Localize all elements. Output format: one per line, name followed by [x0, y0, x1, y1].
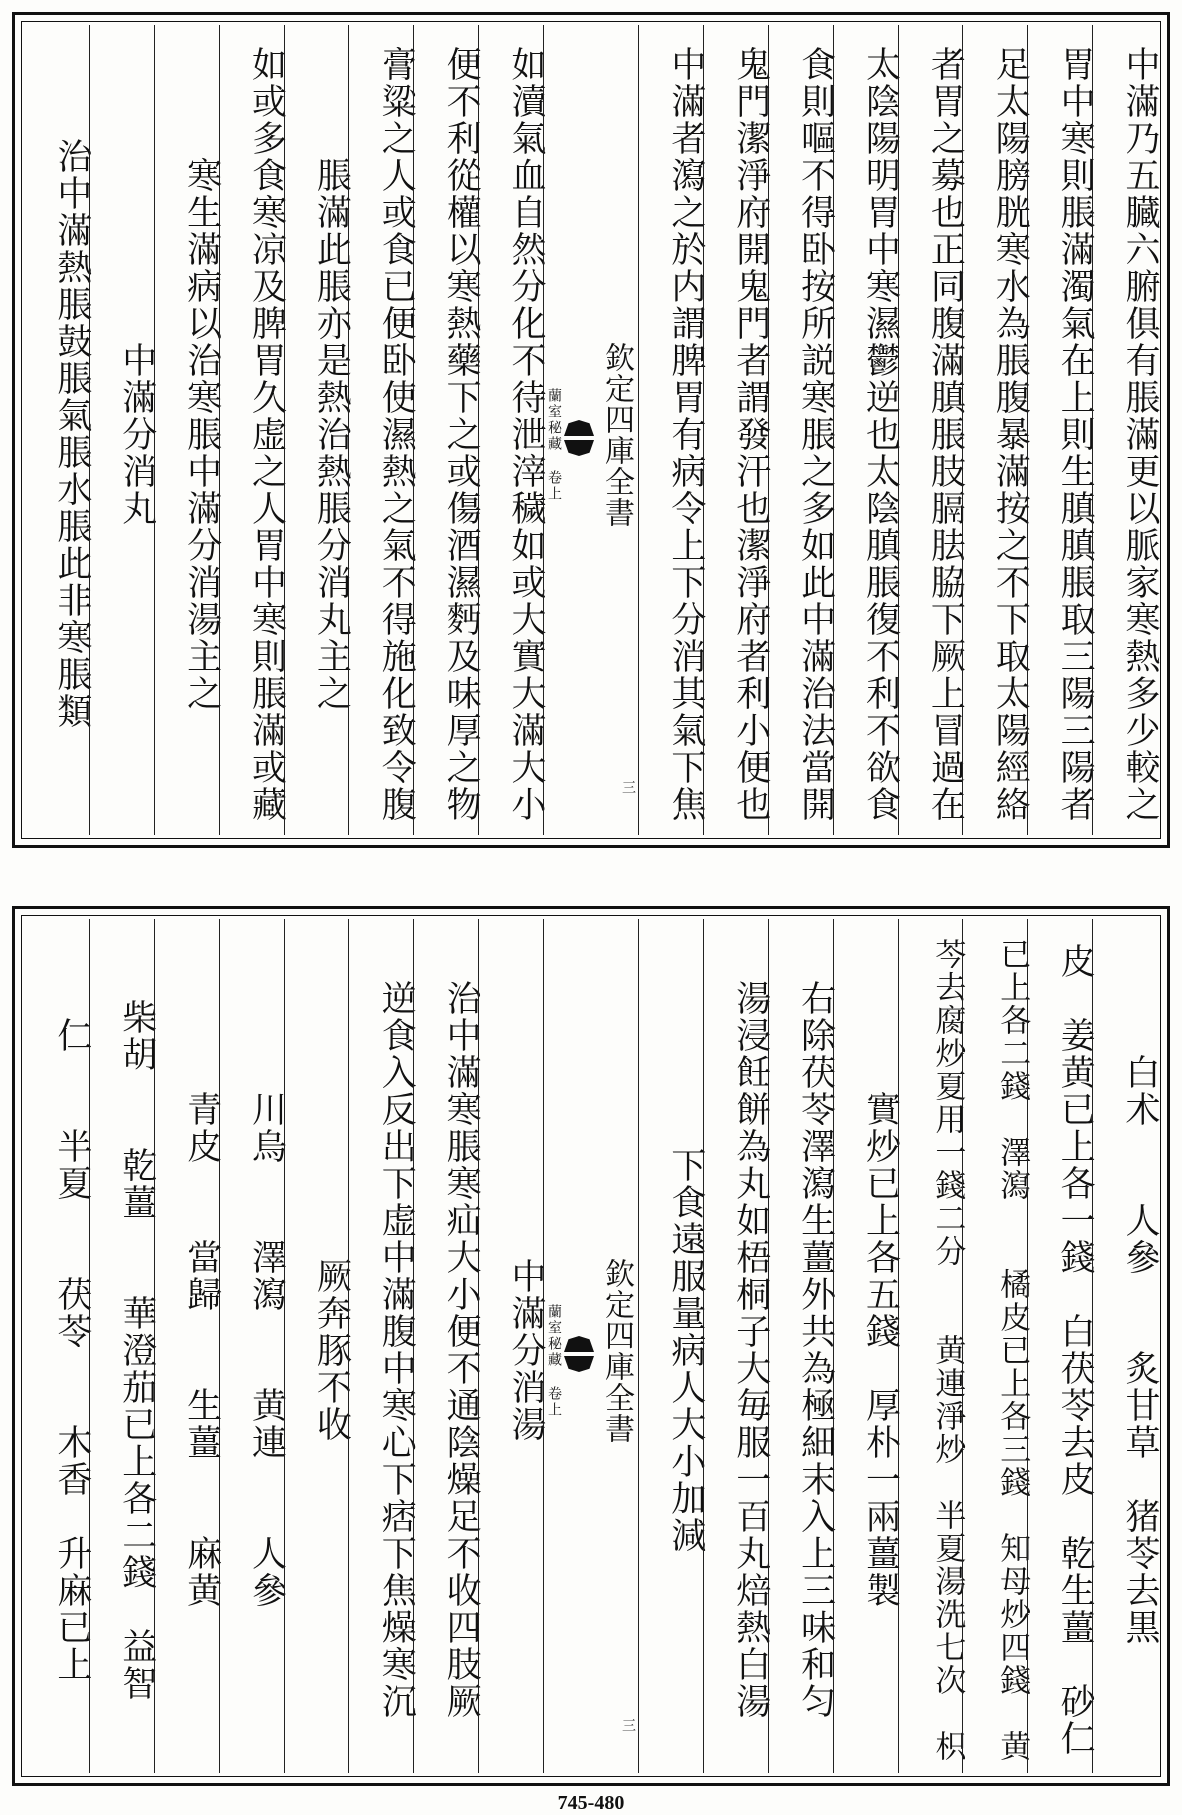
text-column: 仁 半夏 茯苓 木香 升麻已上: [51, 1017, 92, 1683]
text-column: 中滿乃五臓六腑俱有脹滿更以脈家寒熱多少較之: [1092, 25, 1157, 835]
text-column: 實炒已上各五錢 厚朴一兩薑製: [833, 919, 898, 1773]
banner-page-number: 三: [620, 1718, 636, 1733]
page-footer-number: 745-480: [557, 1792, 625, 1814]
text-column: 便不利從權以寒熱藥下之或傷酒濕麪及味厚之物: [413, 25, 478, 835]
text-column: 中滿分消丸: [89, 25, 154, 835]
fish-tail-mark-icon: [564, 420, 594, 458]
text-column: 脹滿此脹亦是熱治熱脹分消丸主之: [284, 25, 349, 835]
text-column: 已上各二錢 澤瀉 橘皮已上各三錢 知母炒四錢 黄: [962, 919, 1027, 1773]
text-column: 者胃之募也正同腹滿䐜脹肢膈胠脇下厥上冒過在: [898, 25, 963, 835]
banner-meta: 蘭室秘藏 卷上: [546, 388, 562, 502]
page-banner: [543, 25, 638, 835]
text-column: 芩去腐炒夏用一錢二分 黄連淨炒 半夏湯洗七次 枳: [898, 919, 963, 1773]
banner-meta: 蘭室秘藏 卷上: [546, 1304, 562, 1418]
banner-page-number: 三: [620, 780, 636, 795]
bottom-page: [12, 906, 1170, 1786]
text-column: 白术 人參 炙甘草 猪苓去黒: [1092, 919, 1157, 1773]
text-column: 足太陽膀胱寒水為脹腹暴滿按之不下取太陽經絡: [962, 25, 1027, 835]
text-column: 中滿者瀉之於内謂脾胃有病令上下分消其氣下焦: [638, 25, 703, 835]
text-column: 治中滿熱脹鼓脹氣脹水脹此非寒脹類: [51, 138, 92, 730]
text-column: 下食遠服量病人大小加減: [638, 919, 703, 1773]
text-column: 皮 姜黄已上各一錢 白茯苓去皮 乾生薑 砂仁: [1027, 919, 1092, 1773]
text-column: 厥奔豚不收: [284, 919, 349, 1773]
text-column: 如瀆氣血自然分化不待泄滓穢如或大實大滿大小: [478, 25, 543, 835]
banner-title: 欽定四庫全書: [599, 1258, 634, 1444]
text-column: 鬼門潔淨府開鬼門者謂發汗也潔淨府者利小便也: [703, 25, 768, 835]
text-column: 柴胡 乾薑 華澄茄已上各二錢 益智: [89, 919, 154, 1773]
text-column: 逆食入反出下虚中滿腹中寒心下痞下焦燥寒沉: [348, 919, 413, 1773]
text-column: 右除茯苓澤瀉生薑外共為極細末入上三味和匀: [768, 919, 833, 1773]
top-page: [12, 12, 1170, 848]
text-column: 治中滿寒脹寒疝大小便不通陰燥足不收四肢厥: [413, 919, 478, 1773]
banner-title: 欽定四庫全書: [599, 342, 634, 528]
text-column: 青皮 當歸 生薑 麻黄: [154, 919, 219, 1773]
text-column: 胃中寒則脹滿濁氣在上則生䐜䐜脹取三陽三陽者: [1027, 25, 1092, 835]
text-column: 太陰陽明胃中寒濕鬱逆也太陰䐜脹復不利不欲食: [833, 25, 898, 835]
text-column: 膏粱之人或食已便卧使濕熱之氣不得施化致令腹: [348, 25, 413, 835]
bottom-columns: [25, 919, 1160, 1773]
fish-tail-mark-icon: [564, 1336, 594, 1374]
text-column: 川烏 澤瀉 黄連 人參: [219, 919, 284, 1773]
page-banner: [543, 919, 638, 1773]
text-column: 食則嘔不得卧按所説寒脹之多如此中滿治法當開: [768, 25, 833, 835]
text-column: 中滿分消湯: [478, 919, 543, 1773]
text-column: 湯浸飪餅為丸如梧桐子大毎服一百丸焙熱白湯: [703, 919, 768, 1773]
top-columns: [25, 25, 1160, 835]
text-column: 寒生滿病以治寒脹中滿分消湯主之: [154, 25, 219, 835]
text-column: 如或多食寒凉及脾胃久虚之人胃中寒則脹滿或藏: [219, 25, 284, 835]
